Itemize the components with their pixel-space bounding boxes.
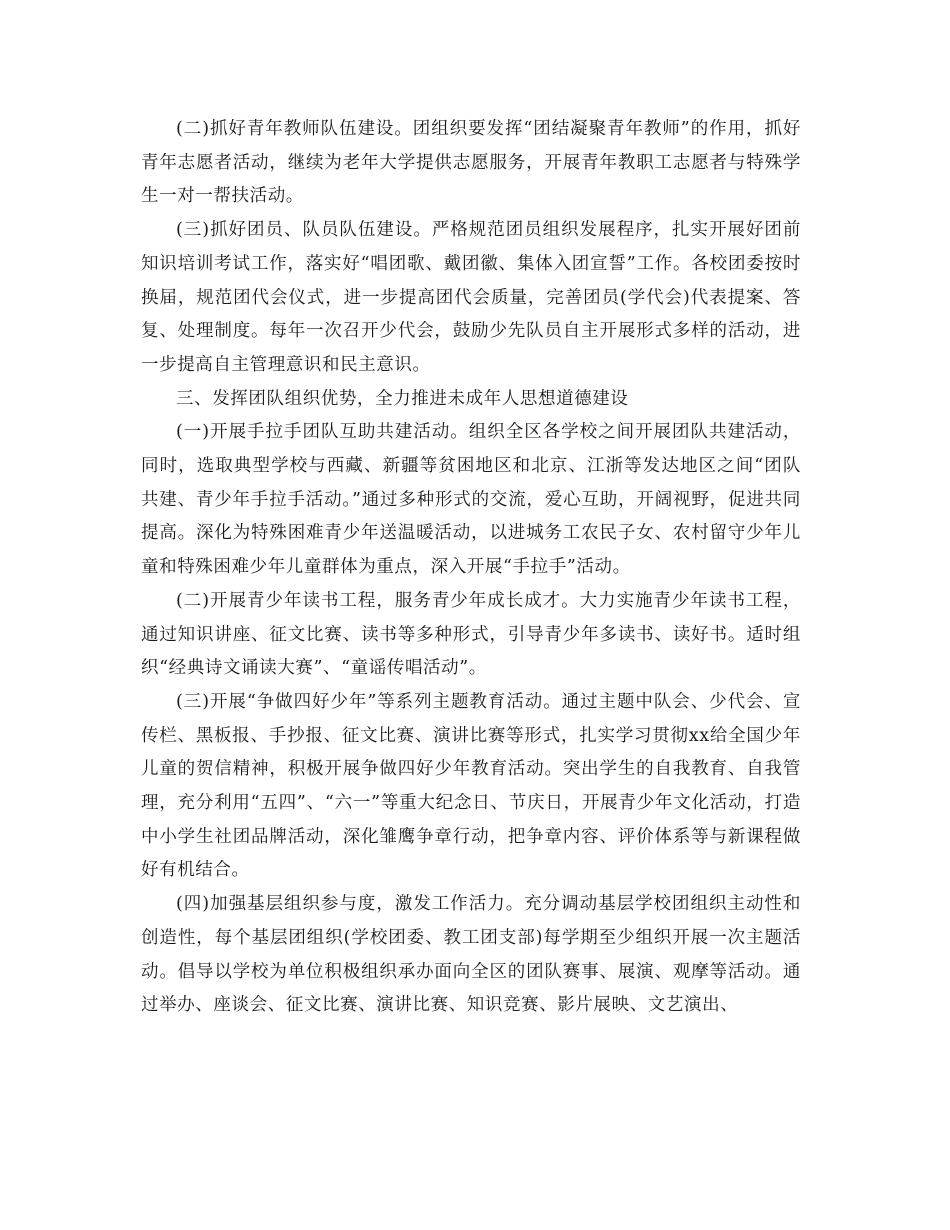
section-heading-3: 三、发挥团队组织优势，全力推进未成年人思想道德建设 — [176, 388, 629, 409]
paragraph-reading-project: (二)开展青少年读书工程，服务青少年成长成才。大力实施青少年读书工程，通过知识讲座、征文比赛、读书等多种形式，引导青少年多读书、读好书。适时组织“经典诗文诵读大赛”、“童谣传唱活动”。 — [141, 590, 801, 679]
paragraph-hand-in-hand: (一)开展手拉手团队互助共建活动。组织全区各学校之间开展团队共建活动，同时，选取典型学校与西藏、新疆等贫困地区和北京、江浙等发达地区之间“团队共建、青少年手拉手活动。”通过多种形式的交流，爱心互助，开阔视野，促进共同提高。深化为特殊困难青少年送温暖活动，以进城务工农民子女、农村留守少年儿童和特殊困难少年儿童群体为重点，深入开展“手拉手”活动。 — [141, 422, 801, 578]
paragraph-four-good-youth: (三)开展“争做四好少年”等系列主题教育活动。通过主题中队会、少代会、宣传栏、黑板报、手抄报、征文比赛、演讲比赛等形式，扎实学习贯彻xx给全国少年儿童的贺信精神，积极开展争做四好少年教育活动。突出学生的自我教育、自我管理，充分利用“五四”、“六一”等重大纪念日、节庆日，开展青少年文化活动，打造中小学生社团品牌活动，深化雏鹰争章行动，把争章内容、评价体系等与新课程做好有机结合。 — [141, 691, 801, 881]
paragraph-grassroots: (四)加强基层组织参与度，激发工作活力。充分调动基层学校团组织主动性和创造性，每个基层团组织(学校团委、教工团支部)每学期至少组织开展一次主题活动。倡导以学校为单位积极组织承办面向全区的团队赛事、展演、观摩等活动。通过举办、座谈会、征文比赛、演讲比赛、知识竞赛、影片展映、文艺演出、 — [141, 894, 801, 1016]
paragraph-members-team: (三)抓好团员、队员队伍建设。严格规范团员组织发展程序，扎实开展好团前知识培训考试工作，落实好“唱团歌、戴团徽、集体入团宣誓”工作。各校团委按时换届，规范团代会仪式，进一步提高团代会质量，完善团员(学代会)代表提案、答复、处理制度。每年一次召开少代会，鼓励少先队员自主开展形式多样的活动，进一步提高自主管理意识和民主意识。 — [141, 220, 801, 375]
document-body — [141, 113, 801, 1023]
paragraph-youth-teachers: (二)抓好青年教师队伍建设。团组织要发挥“团结凝聚青年教师”的作用，抓好青年志愿者活动，继续为老年大学提供志愿服务，开展青年教职工志愿者与特殊学生一对一帮扶活动。 — [141, 119, 801, 207]
